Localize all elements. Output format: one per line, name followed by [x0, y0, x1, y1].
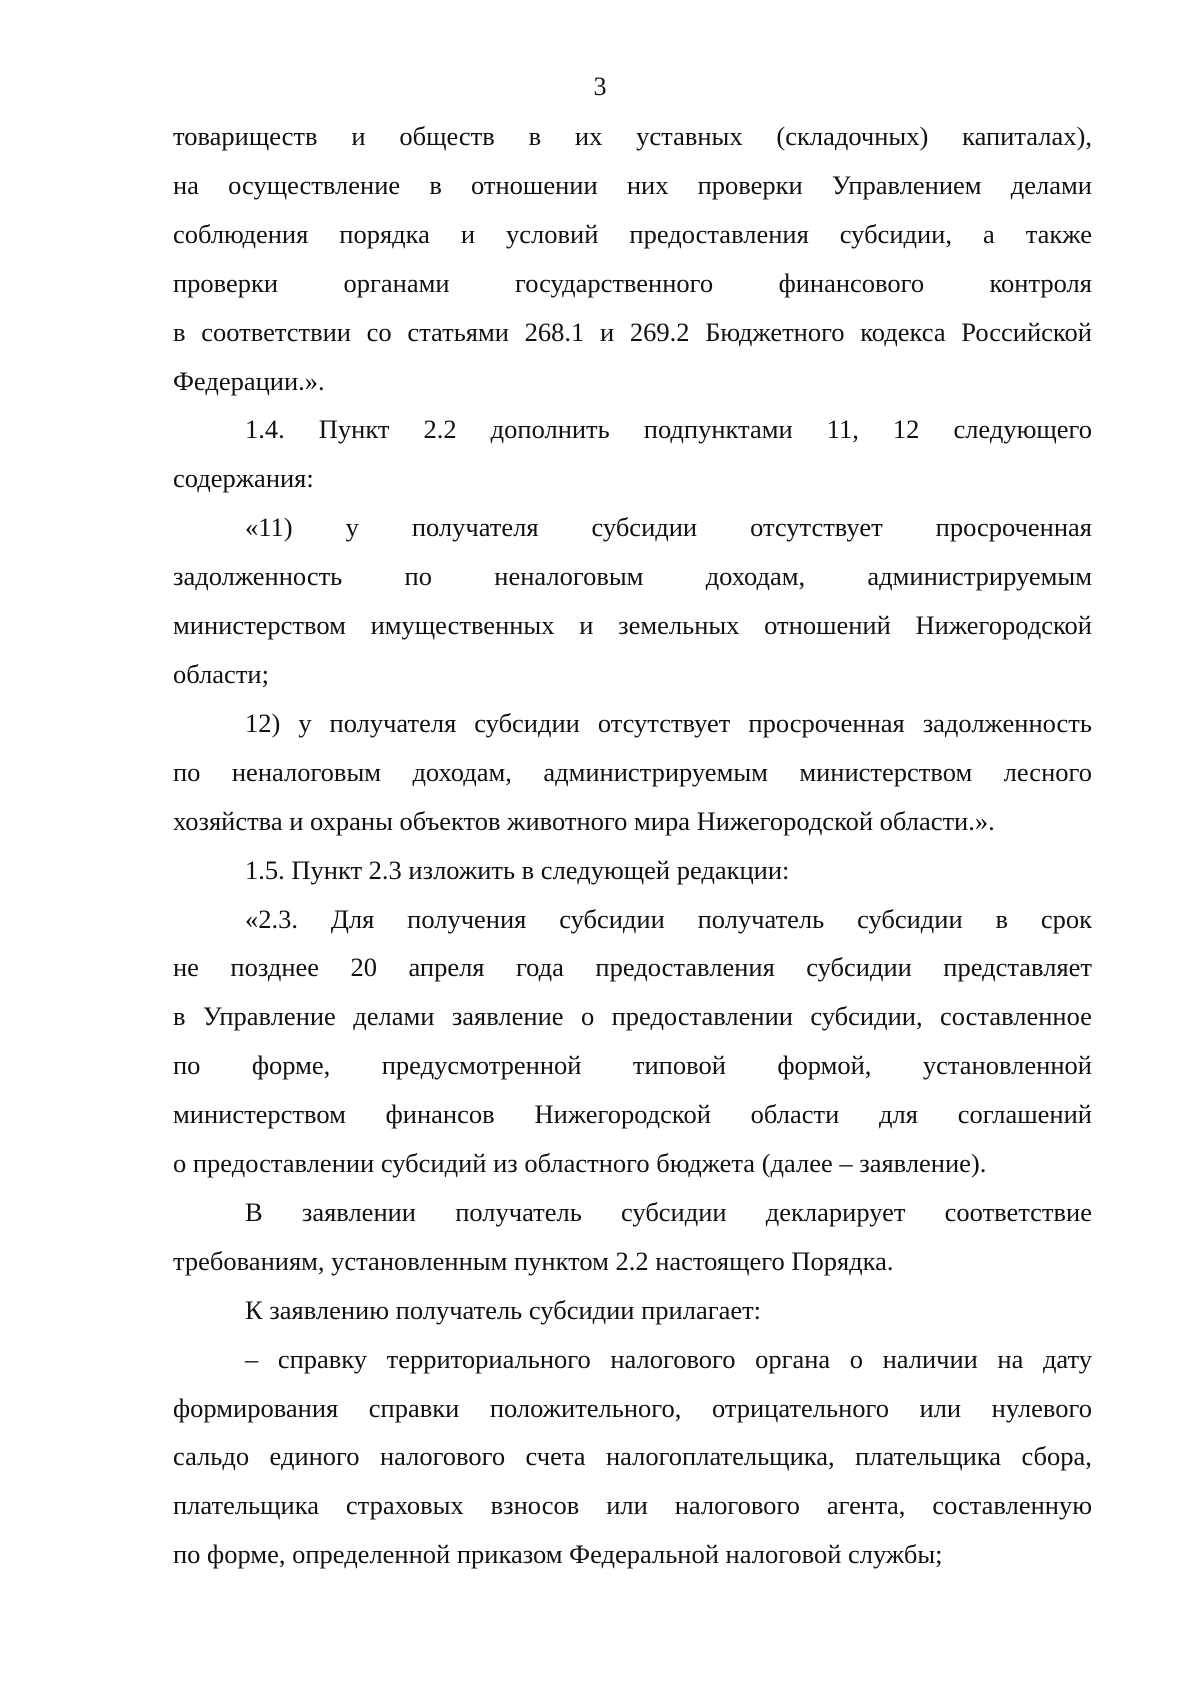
text-line: соблюдения порядка и условий предоставления субсидии, а также: [173, 218, 1092, 249]
text-line: «2.3. Для получения субсидии получатель субсидии в срок: [245, 903, 1092, 934]
text-line: по форме, определенной приказом Федеральной налоговой службы;: [173, 1539, 943, 1570]
text-line: 12) у получателя субсидии отсутствует просроченная задолженность: [245, 707, 1092, 738]
text-line: не позднее 20 апреля года предоставления субсидии представляет: [173, 952, 1092, 983]
subitem-11: [173, 503, 1092, 699]
list-item-tax-certificate: [173, 1335, 1092, 1580]
text-line: области;: [173, 658, 269, 689]
text-line: 1.4. Пункт 2.2 дополнить подпунктами 11, 12 следующего: [245, 414, 1092, 445]
text-line: задолженность по неналоговым доходам, администрируемым: [173, 561, 1092, 592]
subitem-12: [173, 699, 1092, 846]
paragraph-declaration: [173, 1188, 1092, 1286]
text-line: К заявлению получатель субсидии прилагает:: [245, 1294, 762, 1325]
text-line: министерством финансов Нижегородской области для соглашений: [173, 1099, 1092, 1130]
text-line: проверки органами государственного финансового контроля: [173, 267, 1092, 298]
text-line: на осуществление в отношении них проверки Управлением делами: [173, 169, 1092, 200]
paragraph-continuation: [173, 112, 1092, 405]
text-line: в соответствии со статьями 268.1 и 269.2 Бюджетного кодекса Российской: [173, 316, 1092, 347]
text-line: В заявлении получатель субсидии декларирует соответствие: [245, 1196, 1092, 1227]
text-line: сальдо единого налогового счета налогоплательщика, плательщика сбора,: [173, 1441, 1092, 1472]
paragraph-1-4: [173, 405, 1092, 503]
text-line: – справку территориального налогового органа о наличии на дату: [245, 1343, 1092, 1374]
text-line: Федерации.».: [173, 365, 325, 396]
document-body: [173, 112, 1092, 1579]
text-line: «11) у получателя субсидии отсутствует просроченная: [245, 512, 1092, 543]
text-line: плательщика страховых взносов или налогового агента, составленную: [173, 1490, 1092, 1521]
text-line: по неналоговым доходам, администрируемым министерством лесного: [173, 756, 1092, 787]
text-line: товариществ и обществ в их уставных (складочных) капиталах),: [173, 121, 1092, 151]
text-line: содержания:: [173, 463, 314, 494]
text-line: о предоставлении субсидий из областного бюджета (далее – заявление).: [173, 1148, 987, 1179]
paragraph-attachments-intro: [173, 1286, 1092, 1335]
item-2-3: [173, 895, 1092, 1188]
page-number: 3: [593, 72, 607, 101]
text-line: требованиям, установленным пунктом 2.2 настоящего Порядка.: [173, 1245, 894, 1276]
text-line: хозяйства и охраны объектов животного мира Нижегородской области.».: [173, 805, 995, 836]
text-line: формирования справки положительного, отрицательного или нулевого: [173, 1392, 1092, 1423]
text-line: в Управление делами заявление о предоставлении субсидии, составленное: [173, 1001, 1092, 1032]
text-line: 1.5. Пункт 2.3 изложить в следующей редакции:: [245, 854, 790, 885]
text-line: министерством имущественных и земельных отношений Нижегородской: [173, 610, 1092, 641]
text-line: по форме, предусмотренной типовой формой, установленной: [173, 1050, 1092, 1081]
paragraph-1-5: [173, 846, 1092, 895]
